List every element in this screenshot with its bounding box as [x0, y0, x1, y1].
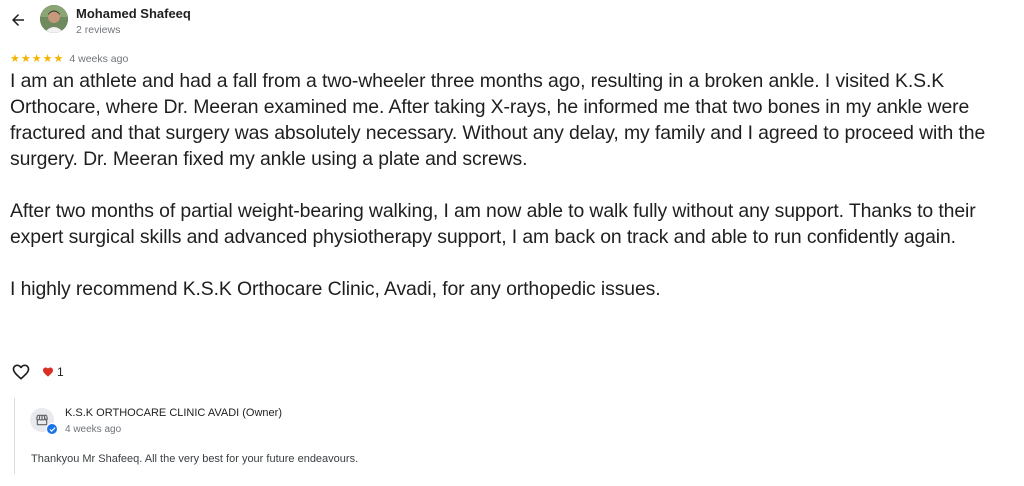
- review-paragraph: I am an athlete and had a fall from a two-wheeler three months ago, resulting in a broken ankle. I visited K.S.K Orthocare, where Dr. Meeran examined me. After taking X-rays, he informed me that two bones in my ankle were fractured and that surgery was absolutely necessary. Without any delay, my family and I agreed to proceed with the surgery. Dr. Meeran fixed my ankle using a plate and screws.: [10, 70, 986, 170]
- reviewer-name[interactable]: Mohamed Shafeeq: [76, 6, 191, 21]
- owner-name: K.S.K ORTHOCARE CLINIC AVADI (Owner): [65, 407, 282, 419]
- reaction-count: 1: [57, 365, 64, 379]
- owner-reply-text: Thankyou Mr Shafeeq. All the very best for your future endeavours.: [31, 453, 359, 465]
- review-paragraph: I highly recommend K.S.K Orthocare Clinic, Avadi, for any orthopedic issues.: [10, 278, 661, 300]
- check-badge-icon: [49, 426, 56, 433]
- heart-outline-icon: [11, 362, 31, 382]
- like-button[interactable]: [10, 361, 32, 383]
- heart-filled-icon: [42, 366, 54, 378]
- avatar-photo: [40, 5, 68, 33]
- reviewer-review-count: 2 reviews: [76, 24, 121, 36]
- review-actions: [10, 361, 64, 383]
- avatar[interactable]: [40, 5, 68, 33]
- review-date: 4 weeks ago: [69, 53, 129, 65]
- owner-reply-date: 4 weeks ago: [65, 424, 122, 435]
- review-text: [10, 68, 1020, 328]
- star-rating: [10, 54, 63, 65]
- star-icon: ★: [42, 52, 53, 65]
- verified-badge: [46, 423, 58, 435]
- owner-reply: [14, 398, 615, 474]
- rating-row: [10, 52, 128, 66]
- arrow-left-icon: [9, 11, 27, 29]
- star-icon: ★: [10, 52, 20, 65]
- star-icon: ★: [20, 52, 31, 65]
- star-icon: ★: [31, 52, 42, 65]
- review-paragraph: After two months of partial weight-bearing walking, I am now able to walk fully without any support. Thanks to their expert surgical skills and advanced physiotherapy support, I am back on track and able to run confidently again.: [10, 200, 976, 248]
- star-icon: ★: [53, 52, 64, 65]
- reaction-summary[interactable]: [42, 365, 64, 379]
- back-button[interactable]: [6, 8, 30, 32]
